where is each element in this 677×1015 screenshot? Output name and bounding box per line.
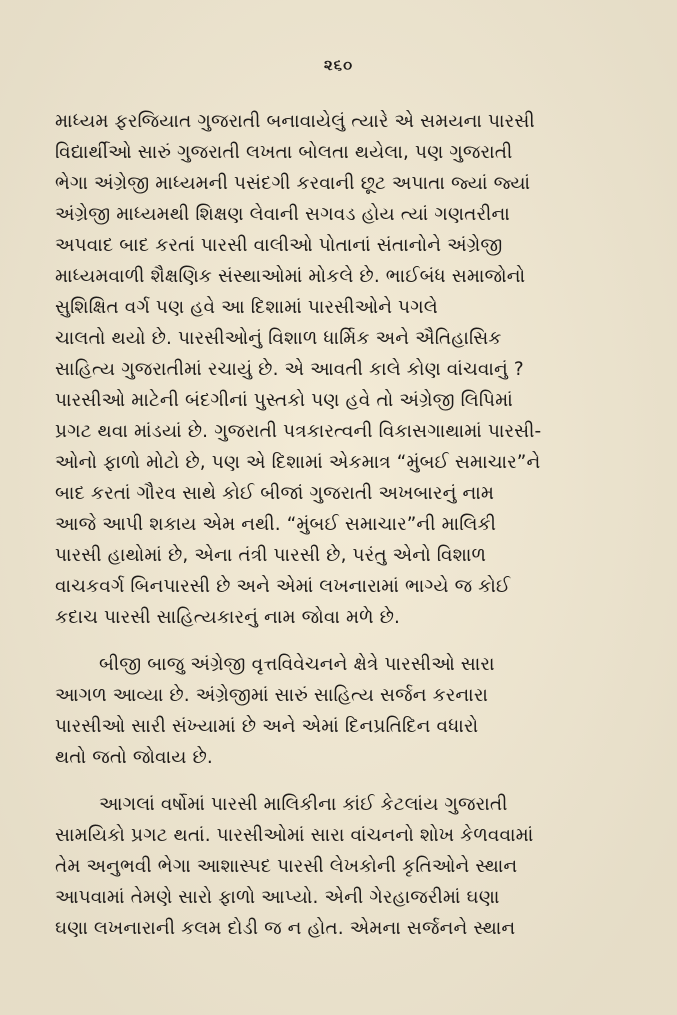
text-line: બાદ કરતાં ગૌરવ સાથે કોઈ બીજાં ગુજરાતી અખબારનું નામ xyxy=(55,483,495,504)
text-line: માધ્યમવાળી શૈક્ષણિક સંસ્થાઓમાં મોકલે છે. ભાઈબંધ સમાજોનો xyxy=(55,266,526,287)
text-line: પારસીઓ સારી સંખ્યામાં છે અને એમાં દિનપ્રતિદિન વધારો xyxy=(55,716,479,737)
paragraph-2 xyxy=(55,649,622,773)
text-line: વિદ્યાર્થીઓ સારું ગુજરાતી લખતા બોલતા થયેલા, પણ ગુજરાતી xyxy=(55,142,513,163)
text-line: માધ્યમ ફરજિયાત ગુજરાતી બનાવાયેલું ત્યારે એ સમયના પારસી xyxy=(55,111,535,132)
text-line: પ્રગટ થવા માંડયાં છે. ગુજરાતી પત્રકારત્વની વિકાસગાથામાં પારસી- xyxy=(55,421,542,442)
text-line: સુશિક્ષિત વર્ગ પણ હવે આ દિશામાં પારસીઓને પગલે xyxy=(55,297,438,318)
text-line: ચાલતો થયો છે. પારસીઓનું વિશાળ ધાર્મિક અને ઐતિહાસિક xyxy=(55,328,502,349)
text-line: થતો જતો જોવાય છે. xyxy=(55,747,213,768)
text-line: વાચકવર્ગ બિનપારસી છે અને એમાં લખનારામાં ભાગ્યે જ કોઈ xyxy=(55,576,511,597)
text-line: બીજી બાજુ અંગ્રેજી વૃત્તવિવેચનને ક્ષેત્રે પારસીઓ સારા xyxy=(99,654,495,675)
text-line: આજે આપી શકાય એમ નથી. “મુંબઈ સમાચાર”ની માલિકી xyxy=(55,514,496,535)
text-line: ઓનો ફાળો મોટો છે, પણ એ દિશામાં એકમાત્ર “મુંબઈ સમાચાર”ને xyxy=(55,452,541,473)
text-line: કદાચ પારસી સાહિત્યકારનું નામ જોવા મળે છે. xyxy=(55,607,401,628)
paragraph-3 xyxy=(55,789,622,944)
text-line: પારસી હાથોમાં છે, એના તંત્રી પારસી છે, પરંતુ એનો વિશાળ xyxy=(55,545,487,566)
text-line: સાહિત્ય ગુજરાતીમાં રચાયું છે. એ આવતી કાલે કોણ વાંચવાનું ? xyxy=(55,359,524,380)
text-line: ભેગા અંગ્રેજી માધ્યમની પસંદગી કરવાની છૂટ અપાતા જ્યાં જ્યાં xyxy=(55,173,531,194)
text-line: સામયિકો પ્રગટ થતાં. પારસીઓમાં સારા વાંચનનો શોખ કેળવવામાં xyxy=(55,825,534,846)
page-number: ૨૬૦ xyxy=(323,56,354,74)
text-line: ઘણા લખનારાની કલમ દોડી જ ન હોત. એમના સર્જનને સ્થાન xyxy=(55,918,516,939)
text-line: અપવાદ બાદ કરતાં પારસી વાલીઓ પોતાનાં સંતાનોને અંગ્રેજી xyxy=(55,235,503,256)
text-line: અંગ્રેજી માધ્યમથી શિક્ષણ લેવાની સગવડ હોય ત્યાં ગણતરીના xyxy=(55,204,510,225)
text-line: આગળ આવ્યા છે. અંગ્રેજીમાં સારું સાહિત્ય સર્જન કરનારા xyxy=(55,685,489,706)
body-text xyxy=(55,106,622,944)
text-line: આગલાં વર્ષોમાં પારસી માલિકીના કાંઈ કેટલાંય ગુજરાતી xyxy=(99,794,508,815)
text-line: તેમ અનુભવી ભેગા આશાસ્પદ પારસી લેખકોની કૃતિઓને સ્થાન xyxy=(55,856,518,877)
paragraph-1 xyxy=(55,106,622,633)
text-line: આપવામાં તેમણે સારો ફાળો આપ્યો. એની ગેરહાજરીમાં ઘણા xyxy=(55,887,500,908)
text-line: પારસીઓ માટેની બંદગીનાં પુસ્તકો પણ હવે તો અંગ્રેજી લિપિમાં xyxy=(55,390,513,411)
